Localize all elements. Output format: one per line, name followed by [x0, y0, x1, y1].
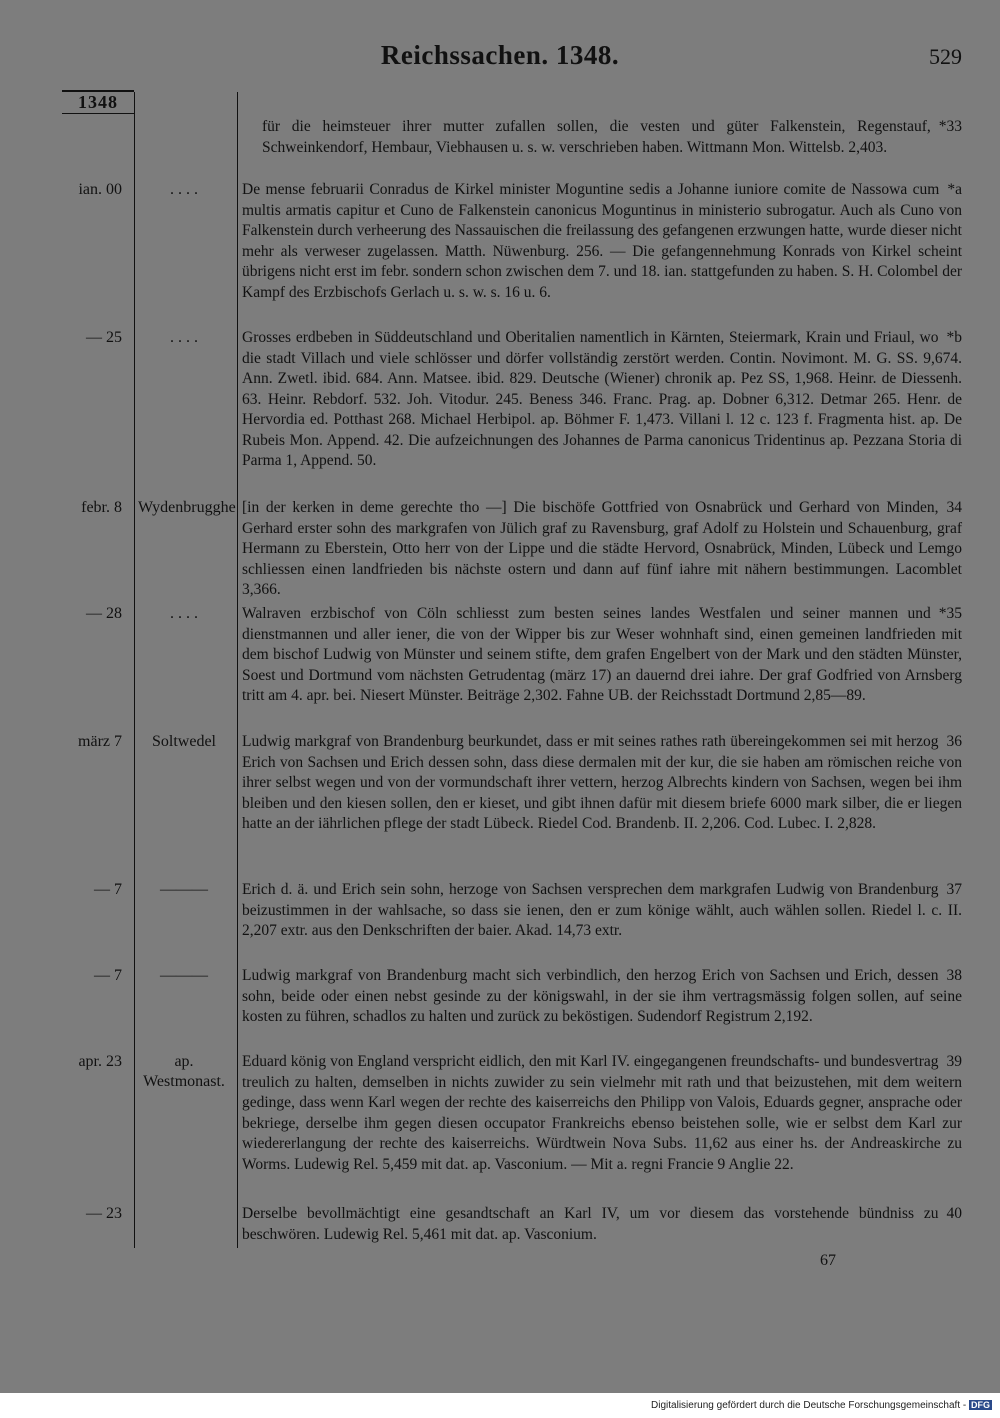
entry-place: Wydenbrugghe: [138, 499, 236, 516]
entry-text: 34 [in der kerken in deme gerechte tho —] Die bischöfe Gottfried von Osnabrück und Gerhard von Minden, Gerhard erster sohn des markgrafen von Jülich graf zu Ravensburg, graf Adolf zu Holstein und Schauenburg, graf Hermann zu Eberstein, Otto herr von der Lippe und die städte Hervord, Osnabrück, Minden, Lübeck und Lemgo schliessen einen landfrieden bis nächste ostern und dann auf fünf iahre mit nähern bestimmungen. Lacomblet 3,366.: [242, 499, 962, 598]
entry-text: *a De mense februarii Conradus de Kirkel minister Moguntine sedis a Johanne iuniore comite de Nassowa cum multis armatis capitur et Cuno de Falkenstein canonicus Moguntinus in ministerio subrogatur. Auch als Cuno von Falkenstein durch verheerung des Nassauischen die freilassung des gefangenen erzwungen hatte, wurde dieser nicht mehr als verweser zugelassen. Matth. Nüwenburg. 256. — Die gefangennehmung Konrads von Kirkel scheint übrigens nicht erst im febr. sondern schon zwischen dem 7. und 18. ian. stattgefunden zu haben. S. H. Colombel der Kampf des Erzbischofs Gerlach u. s. w. s. 16 u. 6.: [242, 181, 962, 301]
entry-date: apr. 23: [78, 1053, 122, 1070]
page-number: 529: [929, 44, 962, 69]
entry-number: *b: [946, 329, 962, 346]
column-divider-place: [237, 92, 238, 1248]
entry-number: *a: [947, 181, 962, 198]
entry-place: . . . .: [170, 181, 198, 198]
entry-text: 36 Ludwig markgraf von Brandenburg beurkundet, dass er mit seines rathes rath übereingekommen sei mit herzog Erich von Sachsen und Erich dessen sohn, dass diese dermalen mit der kur, die sie haben am römischen reiche von ihrer selbst wegen und von der vormundschaft ihrer vettern, herzog Albrechts kindern von Sachsen, wegen bei ihm bleiben und den kiesen sollen, den er kieset, und gibt ihnen dafür mit diesem briefe 6000 mark silber, die er liegen hatte an der iährlichen pflege der stadt Lübeck. Riedel Cod. Brandenb. II. 2,206. Cod. Lubec. I. 2,828.: [242, 733, 962, 832]
entry-place: . . . .: [170, 329, 198, 346]
year-heading: 1348: [78, 92, 118, 112]
column-divider-date: [134, 92, 135, 1248]
entry-date: — 28: [86, 605, 122, 622]
entry-text: *33 für die heimsteuer ihrer mutter zufallen sollen, die vesten und güter Falkenstein, Regenstauf, Schweinkendorf, Hembaur, Viebhausen u. s. w. verschrieben haben. Wittmann Mon. Wittelsb. 2,403.: [262, 118, 962, 156]
entry-place: . . . .: [170, 605, 198, 622]
entry-place: ———: [160, 881, 208, 898]
entry-number: *33: [938, 118, 962, 135]
entry-place: ———: [160, 967, 208, 984]
entry-date: — 23: [86, 1205, 122, 1222]
entry-number: 37: [946, 881, 962, 898]
entry-date: — 7: [94, 881, 122, 898]
entry-text: *35 Walraven erzbischof von Cöln schliesst zum besten seines landes Westfalen und seiner mannen und dienstmannen und aller iener, die von der Wipper bis zur Weser wohnhaft sind, einen gemeinen landfrieden mit dem bischof Ludwig von Münster und seinem stifte, dem grafen Engelbert von der Mark und den städten Münster, Soest und Dortmund vom nächsten Getrudentag (märz 17) an dauernd drei iahre. Der graf Godfried von Arnsberg tritt am 4. apr. bei. Niesert Münster. Beiträge 2,302. Fahne UB. der Reichsstadt Dortmund 2,85—89.: [242, 605, 962, 704]
entry-place: Soltwedel: [152, 733, 216, 750]
entry-number: 36: [946, 733, 962, 750]
page-title: Reichssachen. 1348.: [380, 40, 620, 70]
entry-text: 38 Ludwig markgraf von Brandenburg macht sich verbindlich, den herzog Erich von Sachsen und Erich, dessen sohn, beide oder einen nebst gesinde zu der königswahl, in der sie ihm vertragsmässig folgen sollen, auf seine kosten zu führen, schadlos zu halten und zurück zu beköstigen. Sudendorf Registrum 2,192.: [242, 967, 962, 1025]
dfg-logo: DFG: [971, 1400, 990, 1410]
signature-mark: 67: [820, 1252, 836, 1269]
credit-text: Digitalisierung gefördert durch die Deutsche Forschungsgemeinschaft -: [651, 1400, 967, 1411]
entry-date: febr. 8: [81, 499, 122, 516]
entry-text: *b Grosses erdbeben in Süddeutschland und Oberitalien namentlich in Kärnten, Steiermark, Krain und Friaul, wo die stadt Villach und viele schlösser und dörfer vollständig zerstört werden. Contin. Novimont. M. G. SS. 9,674. Ann. Zwetl. ibid. 684. Ann. Matsee. ibid. 829. Deutsche (Wiener) chronik ap. Pez SS, 1,968. Heinr. de Diessenh. 63. Heinr. Rebdorf. 532. Joh. Vitodur. 245. Beness 346. Franc. Prag. ap. Dobner 6,312. Detmar 265. Henr. de Hervordia ed. Potthast 268. Michael Herbipol. ap. Böhmer F. 1,473. Villani l. 12 c. 123 f. Fragmenta hist. ap. De Rubeis Mon. Append. 42. Die aufzeichnungen des Johannes de Parma canonicus Tridentinus ap. Pezzana Storia di Parma 1, Append. 50.: [242, 329, 962, 469]
year-rule: [62, 113, 134, 114]
entry-text: 40 Derselbe bevollmächtigt eine gesandtschaft an Karl IV, um vor diesem das vorstehende bündniss zu beschwören. Ludewig Rel. 5,461 mit dat. ap. Vasconium.: [242, 1205, 962, 1243]
entry-number: 38: [946, 967, 962, 984]
entry-text: 37 Erich d. ä. und Erich sein sohn, herzoge von Sachsen versprechen dem markgrafen Ludwig von Brandenburg beizustimmen in der wahlsache, so dass sie ienen, den er zum könige wählt, auch wählen sollen. Riedel l. c. II. 2,207 extr. aus den Denkschriften der baier. Akad. 14,73 extr.: [242, 881, 962, 939]
entry-date: — 25: [86, 329, 122, 346]
entry-number: 40: [946, 1205, 962, 1222]
entry-number: 34: [946, 499, 962, 516]
entry-date: — 7: [94, 967, 122, 984]
entry-text: 39 Eduard könig von England verspricht eidlich, den mit Karl IV. eingegangenen freundschafts- und bundesvertrag treulich zu halten, demselben in nichts zuwider zu sein vielmehr mit rath und that beizustehen, mit dem weitern gedinge, dass wenn Karl wegen der rechte des kaiserreichs den Philipp von Valois, Eduards gegner, ansprache oder bekriege, derselbe ihm gegen diesen occupator Frankreichs ebenso beistehen solle, wie er selbst dem Karl zur wiedererlangung der rechte des kaiserreichs. Würdtwein Nova Subs. 11,62 aus einer hs. der Andreaskirche zu Worms. Ludewig Rel. 5,459 mit dat. ap. Vasconium. — Mit a. regni Francie 9 Anglie 22.: [242, 1053, 962, 1173]
entry-date: ian. 00: [78, 181, 122, 198]
entry-number: *35: [938, 605, 962, 622]
entry-number: 39: [946, 1053, 962, 1070]
entry-place: ap. Westmonast.: [143, 1053, 225, 1090]
digitization-credit: [651, 1400, 992, 1411]
entry-date: märz 7: [78, 733, 122, 750]
